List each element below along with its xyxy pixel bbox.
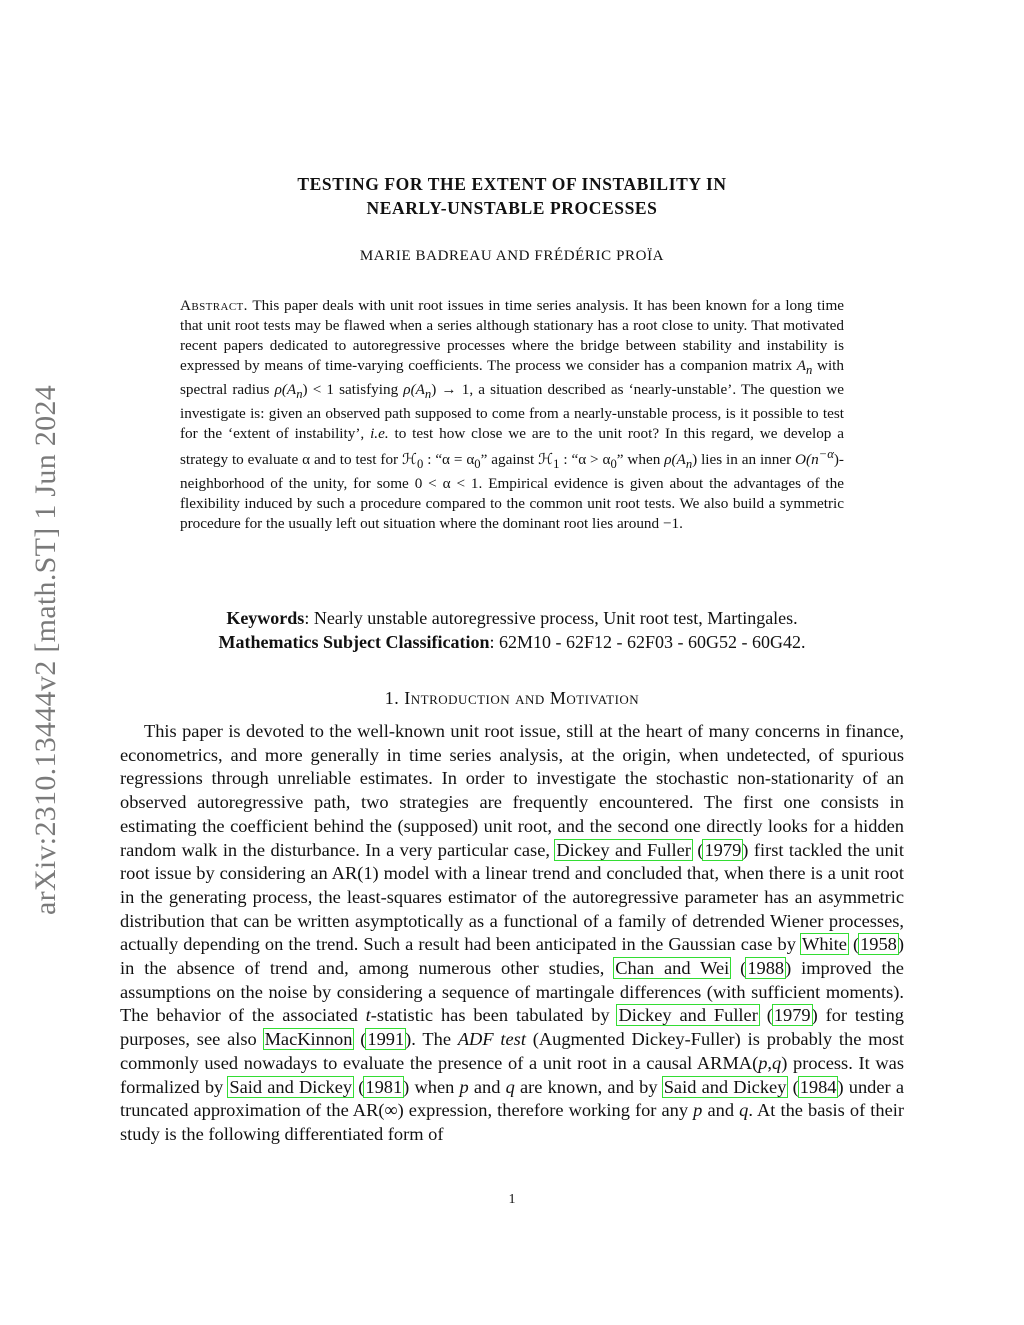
math-end: ” bbox=[480, 451, 488, 469]
abstract-text: , a situation described as ‘nearly-unstable’. The question we investigate is: given an observed path supposed to come from a nearly-unstable process, is it possible to test for the ‘extent of instability’, bbox=[180, 381, 844, 443]
math-sub: n bbox=[685, 457, 693, 472]
abstract-label: Abstract. bbox=[180, 297, 248, 314]
math-q: q bbox=[772, 1052, 782, 1073]
abbr-ie: i.e. bbox=[370, 425, 389, 443]
citation-year-link[interactable]: 1984 bbox=[799, 1076, 837, 1097]
math-end: ) → 1 bbox=[431, 381, 470, 399]
math-t: t bbox=[365, 1005, 371, 1026]
math-sub: 0 bbox=[610, 457, 617, 472]
math-sub: 1 bbox=[553, 457, 560, 472]
abstract-text: satisfying bbox=[333, 381, 404, 399]
body-text: (Augmented Dickey-Fuller) is probably the most commonly used nowadays to evaluate the presence of a unit root in a causal ARMA( bbox=[120, 1029, 904, 1073]
citation-link[interactable]: Chan and Wei bbox=[615, 958, 730, 979]
abstract bbox=[180, 296, 844, 534]
citation-year-link[interactable]: 1979 bbox=[773, 1005, 811, 1026]
section-title: 1. Introduction and Motivation bbox=[384, 688, 640, 708]
math-p: p bbox=[459, 1076, 469, 1097]
math-h0: ℋ bbox=[402, 451, 418, 469]
page-number: 1 bbox=[508, 1192, 516, 1207]
body-text: are known, and by bbox=[514, 1076, 663, 1097]
body-text: . At the basis of their study is the following differentiated form of bbox=[120, 1100, 905, 1144]
title-line-1: TESTING FOR THE EXTENT OF INSTABILITY IN bbox=[297, 174, 727, 194]
math-sub: n bbox=[424, 387, 432, 402]
authors: MARIE BADREAU AND FRÉDÉRIC PROÏA bbox=[359, 248, 665, 264]
paper-title bbox=[160, 172, 864, 220]
body-text: and bbox=[702, 1100, 740, 1121]
math-end: ) bbox=[833, 451, 839, 469]
citation-link[interactable]: Said and Dickey bbox=[229, 1076, 353, 1097]
math-end: ) < 1 bbox=[302, 381, 334, 399]
citation-year-link[interactable]: 1991 bbox=[367, 1029, 405, 1050]
math-sup: −α bbox=[818, 447, 834, 462]
citation-link[interactable]: Dickey and Fuller bbox=[556, 839, 691, 860]
body-text: This paper is devoted to the well-known unit root issue, still at the heart of many concerns in finance, econometrics, and more generally in time series analysis, at the origin, when undetected, of spurious regressions through unreliable estimates. In order to investigate the stochastic non-stationarity of an observed autoregressive path, two strategies are frequently encountered. The first one consists in estimating the coefficient behind the (supposed) unit root, and the second one directly looks for a hidden random walk in the disturbance. In a very particular case, bbox=[120, 721, 904, 860]
abstract-text: to test how close we are to the unit root? In this regard, we develop a strategy to evaluate α and to test for bbox=[180, 425, 845, 469]
math-end: ” bbox=[616, 451, 624, 469]
math-sub: 0 bbox=[474, 457, 481, 472]
math-h1: ℋ bbox=[538, 451, 554, 469]
math-big-o: O(n bbox=[795, 451, 819, 469]
math-q: q bbox=[505, 1076, 515, 1097]
abstract-text: -neighborhood of the unity, for some 0 < α < 1. Empirical evidence is given about the advantages of the flexibility induced by such a procedure compared to the common unit root tests. We also build a symmetric procedure for the usually left out situation where the dominant root lies around −1. bbox=[180, 451, 844, 533]
title-line-2: NEARLY-UNSTABLE PROCESSES bbox=[366, 198, 658, 218]
math-hyp: : “α = α bbox=[423, 451, 475, 469]
body-text: first tackled the unit root issue by considering an AR(1) model with a linear trend and concluded that, when there is a unit root in the generating process, the least-squares estimator of the autoregressive parameter has an asymmetric distribution that can be written asymptotically as a functional of a family of detrended Wiener processes, actually depending on the trend. Such a result had been anticipated in the Gaussian case by bbox=[120, 839, 904, 955]
body-text: improved the assumptions on the noise by considering a sequence of martingale differences (with sufficient moments). The behavior of the associated bbox=[120, 958, 904, 1026]
body-text: in the absence of trend and, among numerous other studies, bbox=[120, 958, 615, 979]
math-p: p bbox=[693, 1100, 703, 1121]
abstract-text: when bbox=[623, 451, 665, 469]
msc-label: Mathematics Subject Classification bbox=[218, 632, 490, 652]
body-text: when bbox=[409, 1076, 460, 1097]
math-hyp: : “α > α bbox=[559, 451, 611, 469]
math-a: A bbox=[796, 357, 806, 374]
math-q: q bbox=[739, 1100, 749, 1121]
body-text: -statistic has been tabulated by bbox=[370, 1005, 618, 1026]
keywords-text: : Nearly unstable autoregressive process, Unit root test, Martingales. bbox=[304, 608, 798, 628]
math-sub: 0 bbox=[417, 457, 424, 472]
abstract-text: This paper deals with unit root issues in time series analysis. It has been known for a long time that unit root tests may be flawed when a series although stationary has a root close to unity. That motivated recent papers dedicated to autoregressive processes where the bridge between stability and instability is expressed by means of time-varying coefficients. The process we consider has a companion matrix bbox=[180, 297, 845, 374]
arxiv-stamp: arXiv:2310.13444v2 [math.ST] 1 Jun 2024 bbox=[29, 385, 62, 915]
citation-link[interactable]: White bbox=[801, 934, 847, 955]
abstract-text: lies in an inner bbox=[697, 451, 796, 469]
math-end: ) bbox=[692, 451, 698, 469]
abstract-text: with spectral radius bbox=[180, 357, 844, 399]
abstract-text: against bbox=[487, 451, 539, 469]
body-text: under a truncated approximation of the AR(∞) expression, therefore working for any bbox=[120, 1076, 904, 1121]
body-text: . The bbox=[411, 1029, 458, 1050]
citation-link[interactable]: MacKinnon bbox=[264, 1029, 353, 1050]
citation-link[interactable]: Dickey and Fuller bbox=[618, 1005, 758, 1026]
math-p: p bbox=[758, 1052, 768, 1073]
keywords-label: Keywords bbox=[226, 608, 305, 628]
math-comma: , bbox=[767, 1052, 773, 1073]
citation-year-link[interactable]: 1958 bbox=[860, 934, 897, 955]
math-sub: n bbox=[806, 363, 813, 378]
body-text: ) process. It was formalized by bbox=[120, 1052, 904, 1097]
body-text: and bbox=[468, 1076, 506, 1097]
intro-paragraph: This paper is devoted to the well-known unit root issue, still at the heart of many concerns in finance, econometrics, and more generally in time series analysis, at the origin, when undetected, of spurious regressions through unreliable estimates. In order to investigate the stochastic non-stationarity of an observed autoregressive path, two strategies are frequently encountered. The first one consists in estimating the coefficient behind the (supposed) unit root, and the second one directly looks for a hidden random walk in the disturbance. In a very particular case, Dickey and Fuller (1979) first tackled the unit root issue by considering an AR(1) model with a linear trend and concluded that, when there is a unit root in the generating process, the least-squares estimator of the autoregressive parameter has an asymmetric distribution that can be written asymptotically as a functional of a family of detrended Wiener processes, actually depending on the trend. Such a result had been anticipated in the Gaussian case by White (1958) in the absence of trend and, among numerous other studies, Chan and Wei (1988) improved the assumptions on the noise by considering a sequence of martingale differences (with sufficient moments). The behavior of the associated t-statistic has been tabulated by Dickey and Fuller (1979) for testing purposes, see also MacKinnon (1991). The ADF test (Augmented Dickey-Fuller) is probably the most commonly used nowadays to evaluate the presence of a unit root in a causal ARMA(p,q) process. It was formalized by Said and Dickey (1981) when p and q are known, and by Said and Dickey (1984) under a truncated approximation of the AR(∞) expression, therefore working for any p and q. At the basis of their study is the following differentiated form of bbox=[120, 721, 905, 1144]
citation-year-link[interactable]: 1979 bbox=[704, 839, 742, 860]
body-text: for testing purposes, see also bbox=[120, 1005, 904, 1050]
adf-term: ADF test bbox=[457, 1029, 526, 1050]
citation-year-link[interactable]: 1988 bbox=[747, 958, 785, 979]
math-rho: ρ(A bbox=[403, 381, 425, 399]
math-sub: n bbox=[296, 387, 303, 402]
citation-link[interactable]: Said and Dickey bbox=[663, 1076, 787, 1097]
msc-line bbox=[120, 630, 904, 654]
keywords-block bbox=[120, 606, 904, 654]
math-rho: ρ(A bbox=[274, 381, 297, 399]
keywords-line bbox=[120, 606, 904, 630]
math-rho: ρ(A bbox=[664, 451, 686, 469]
citation-year-link[interactable]: 1981 bbox=[365, 1076, 403, 1097]
msc-text: : 62M10 - 62F12 - 62F03 - 60G52 - 60G42. bbox=[489, 632, 806, 652]
